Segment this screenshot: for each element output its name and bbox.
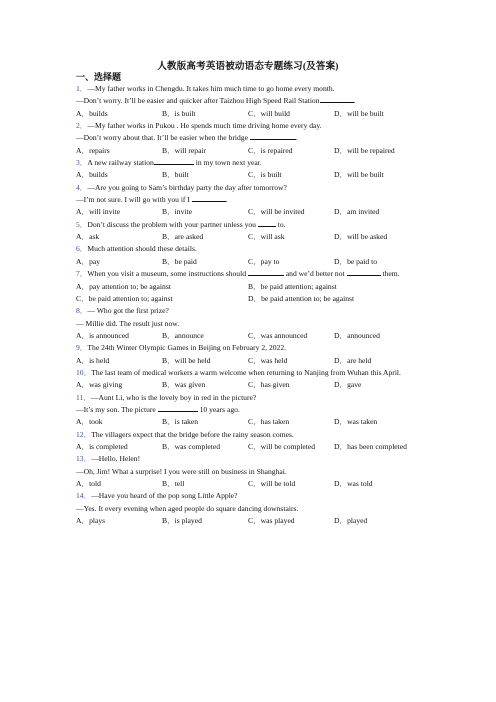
- question-text: them.: [380, 269, 400, 279]
- question-text: —It’s my son. The picture: [76, 404, 158, 414]
- options-row: [76, 256, 420, 268]
- answer-blank: [258, 219, 276, 227]
- option: B．built: [162, 170, 189, 180]
- question-text: .: [295, 133, 298, 143]
- answer-blank: [192, 194, 228, 205]
- question-number: 9．: [76, 343, 88, 353]
- option: B．was given: [162, 380, 206, 390]
- question-text: in my town next year.: [193, 158, 262, 168]
- option: C．pay to: [248, 256, 280, 266]
- question-stem: [76, 490, 420, 502]
- option: A．repairs: [76, 145, 110, 155]
- options-row: [76, 281, 420, 293]
- question-text: The last team of medical workers: [91, 367, 193, 377]
- question-stem: [76, 83, 420, 95]
- question-text: to.: [275, 219, 286, 229]
- options-row: [76, 169, 420, 181]
- option: D．will be built: [334, 170, 384, 180]
- question-text: .: [225, 195, 228, 205]
- option: D．will be built: [334, 108, 384, 118]
- question-number: 14．: [76, 491, 92, 501]
- question-stem: [76, 342, 420, 354]
- option: A．pay attention to; be against: [76, 281, 171, 291]
- question-text: — Millie did. The result: [76, 318, 150, 328]
- options-row: [76, 231, 420, 243]
- option: C．has given: [248, 380, 290, 390]
- options-row: [76, 416, 420, 428]
- option: A．plays: [76, 516, 106, 526]
- options-row: [76, 515, 420, 527]
- option: B．is played: [162, 516, 202, 526]
- answer-blank: [320, 95, 356, 106]
- question-text: —Oh, Jim! What a surprise! I: [76, 466, 167, 476]
- question-number: 13．: [76, 454, 92, 464]
- option: B．is built: [162, 108, 196, 118]
- question-reply-line: [76, 194, 420, 206]
- question-text: —Don’t worry. It’ll be easier and quicker after Taizhou High Speed Rail Station: [76, 96, 320, 106]
- option: A．told: [76, 479, 101, 488]
- question-text: these details.: [155, 244, 197, 254]
- option: C．will be invited: [248, 207, 305, 217]
- option: B．announce: [162, 330, 204, 340]
- question-reply-line: [76, 404, 420, 416]
- option: A．is held: [76, 355, 110, 365]
- question-text: in Beijing on February 2, 2022.: [188, 343, 287, 353]
- option: A．took: [76, 417, 103, 427]
- question-number: 7．: [76, 269, 88, 279]
- question-stem: [76, 182, 420, 194]
- option: B．will repair: [162, 145, 207, 155]
- options-row: [76, 206, 420, 218]
- option: D．will be asked: [334, 232, 388, 242]
- option: B．will be held: [162, 355, 211, 365]
- question-text: you were still on business in Shanghai.: [166, 466, 287, 476]
- question-text: —Have you heard of the pop song Little Apple?: [91, 491, 238, 501]
- option: A．will invite: [76, 207, 121, 217]
- question-number: 11．: [76, 392, 91, 402]
- question-text: Much attention should: [87, 244, 156, 254]
- question-list: [76, 71, 420, 527]
- question-text: just now.: [149, 318, 180, 328]
- option: A．pay: [76, 256, 101, 266]
- option: C．will build: [248, 108, 290, 118]
- option: D．are held: [334, 355, 372, 365]
- option: B．be paid attention; against: [248, 281, 337, 291]
- question-text: —My father works in Pukou . He spends much time driving home every day.: [87, 121, 322, 131]
- question-reply-line: [76, 503, 420, 515]
- option: C．was held: [248, 355, 288, 365]
- question-text: —My father works in Chengdu. It takes him much time to go home every month.: [87, 84, 335, 93]
- question-text: Don’t discuss the problem with your partner unless you: [87, 219, 258, 229]
- option: D．be paid attention to; be against: [248, 293, 355, 303]
- option: C．will be told: [248, 479, 296, 488]
- document-title: 人教版高考英语被动语态专题练习(及答案): [157, 62, 339, 72]
- question-text: every evening when aged people do square dancing downstairs.: [103, 503, 299, 513]
- option: D．am invited: [334, 207, 380, 217]
- question-text: a warm welcome when returning to Nanjing from Wuhan this April.: [192, 367, 401, 377]
- question-reply-line: [76, 318, 420, 330]
- question-number: 8．: [76, 306, 88, 316]
- option: A．is announced: [76, 330, 129, 340]
- question-text: before the rainy season comes.: [198, 429, 294, 439]
- answer-blank: [154, 157, 194, 165]
- question-stem: [76, 453, 420, 465]
- option: A．builds: [76, 170, 108, 180]
- option: C．be paid attention to; against: [76, 293, 173, 303]
- option: C．has taken: [248, 417, 290, 427]
- options-row: [76, 379, 420, 391]
- option: B．be paid: [162, 256, 197, 266]
- option: D．was told: [334, 479, 373, 488]
- question-text: When you visit a museum, some instructions should: [87, 269, 248, 279]
- question-stem: [76, 120, 420, 132]
- option: D．announced: [334, 330, 380, 340]
- question-reply-line: [76, 466, 420, 478]
- options-row: [76, 441, 420, 453]
- option: A．ask: [76, 232, 100, 242]
- option: C．will ask: [248, 232, 285, 242]
- question-stem: [76, 268, 420, 280]
- option: D．gave: [334, 380, 362, 390]
- option: C．is repaired: [248, 145, 293, 155]
- question-text: — Who got the first prize?: [87, 306, 169, 316]
- question-text: The villagers expect that the bridge: [91, 429, 199, 439]
- option: B．tell: [162, 479, 185, 488]
- question-stem: [76, 367, 420, 379]
- question-number: 10．: [76, 367, 92, 377]
- option: C．was played: [248, 516, 295, 526]
- question-text: —Aunt Li, who is the lovely boy in red in the picture?: [90, 392, 257, 402]
- option: D．played: [334, 516, 368, 526]
- question-number: 2．: [76, 121, 88, 131]
- option: C．is built: [248, 170, 282, 180]
- question-number: 1．: [76, 84, 88, 93]
- question-number: 5．: [76, 219, 88, 229]
- question-reply-line: [76, 95, 420, 107]
- question-text: 10 years ago.: [197, 404, 240, 414]
- question-text: and we’d better not: [283, 269, 347, 279]
- option: B．invite: [162, 207, 192, 217]
- options-row: [76, 108, 420, 120]
- option: C．was announced: [248, 330, 308, 340]
- answer-blank: [158, 404, 198, 412]
- answer-blank: [347, 268, 381, 276]
- question-stem: [76, 219, 420, 231]
- option: D．has been completed: [334, 441, 407, 451]
- question-stem: [76, 429, 420, 441]
- question-stem: [76, 305, 420, 317]
- question-text: —Don’t worry about that. It’ll be easier when the bridge: [76, 133, 250, 143]
- question-text: .: [353, 96, 356, 106]
- answer-blank: [248, 268, 284, 276]
- question-number: 3．: [76, 158, 88, 168]
- question-stem: [76, 243, 420, 255]
- question-text: The 24th Winter Olympic Games: [87, 343, 189, 353]
- question-number: 4．: [76, 182, 88, 192]
- option: A．builds: [76, 108, 108, 118]
- option: C．will be completed: [248, 441, 316, 451]
- options-row: [76, 330, 420, 342]
- option: B．was completed: [162, 441, 220, 451]
- option: D．be paid to: [334, 256, 378, 266]
- question-number: 12．: [76, 429, 92, 439]
- options-row: [76, 145, 420, 157]
- question-text: —Are you going to Sam’s birthday party the day after tomorrow?: [87, 182, 287, 192]
- option: D．was taken: [334, 417, 378, 427]
- option: B．is taken: [162, 417, 199, 427]
- question-stem: [76, 157, 420, 169]
- options-row: [76, 355, 420, 367]
- option: B．are asked: [162, 232, 204, 242]
- option: A．is completed: [76, 441, 128, 451]
- option: D．will be repaired: [334, 145, 395, 155]
- question-text: —Yes. It: [76, 503, 104, 513]
- question-number: 6．: [76, 244, 88, 254]
- question-stem: [76, 392, 420, 404]
- question-text: —Hello, Helen!: [91, 454, 141, 464]
- question-text: —I’m not sure. I will go with you if I: [76, 195, 192, 205]
- options-row: [76, 293, 420, 305]
- question-text: A new railway station: [87, 158, 154, 168]
- option: A．was giving: [76, 380, 123, 390]
- options-row: [76, 478, 420, 490]
- answer-blank: [250, 132, 298, 143]
- section-heading: 一、选择题: [76, 72, 122, 82]
- question-reply-line: [76, 132, 420, 144]
